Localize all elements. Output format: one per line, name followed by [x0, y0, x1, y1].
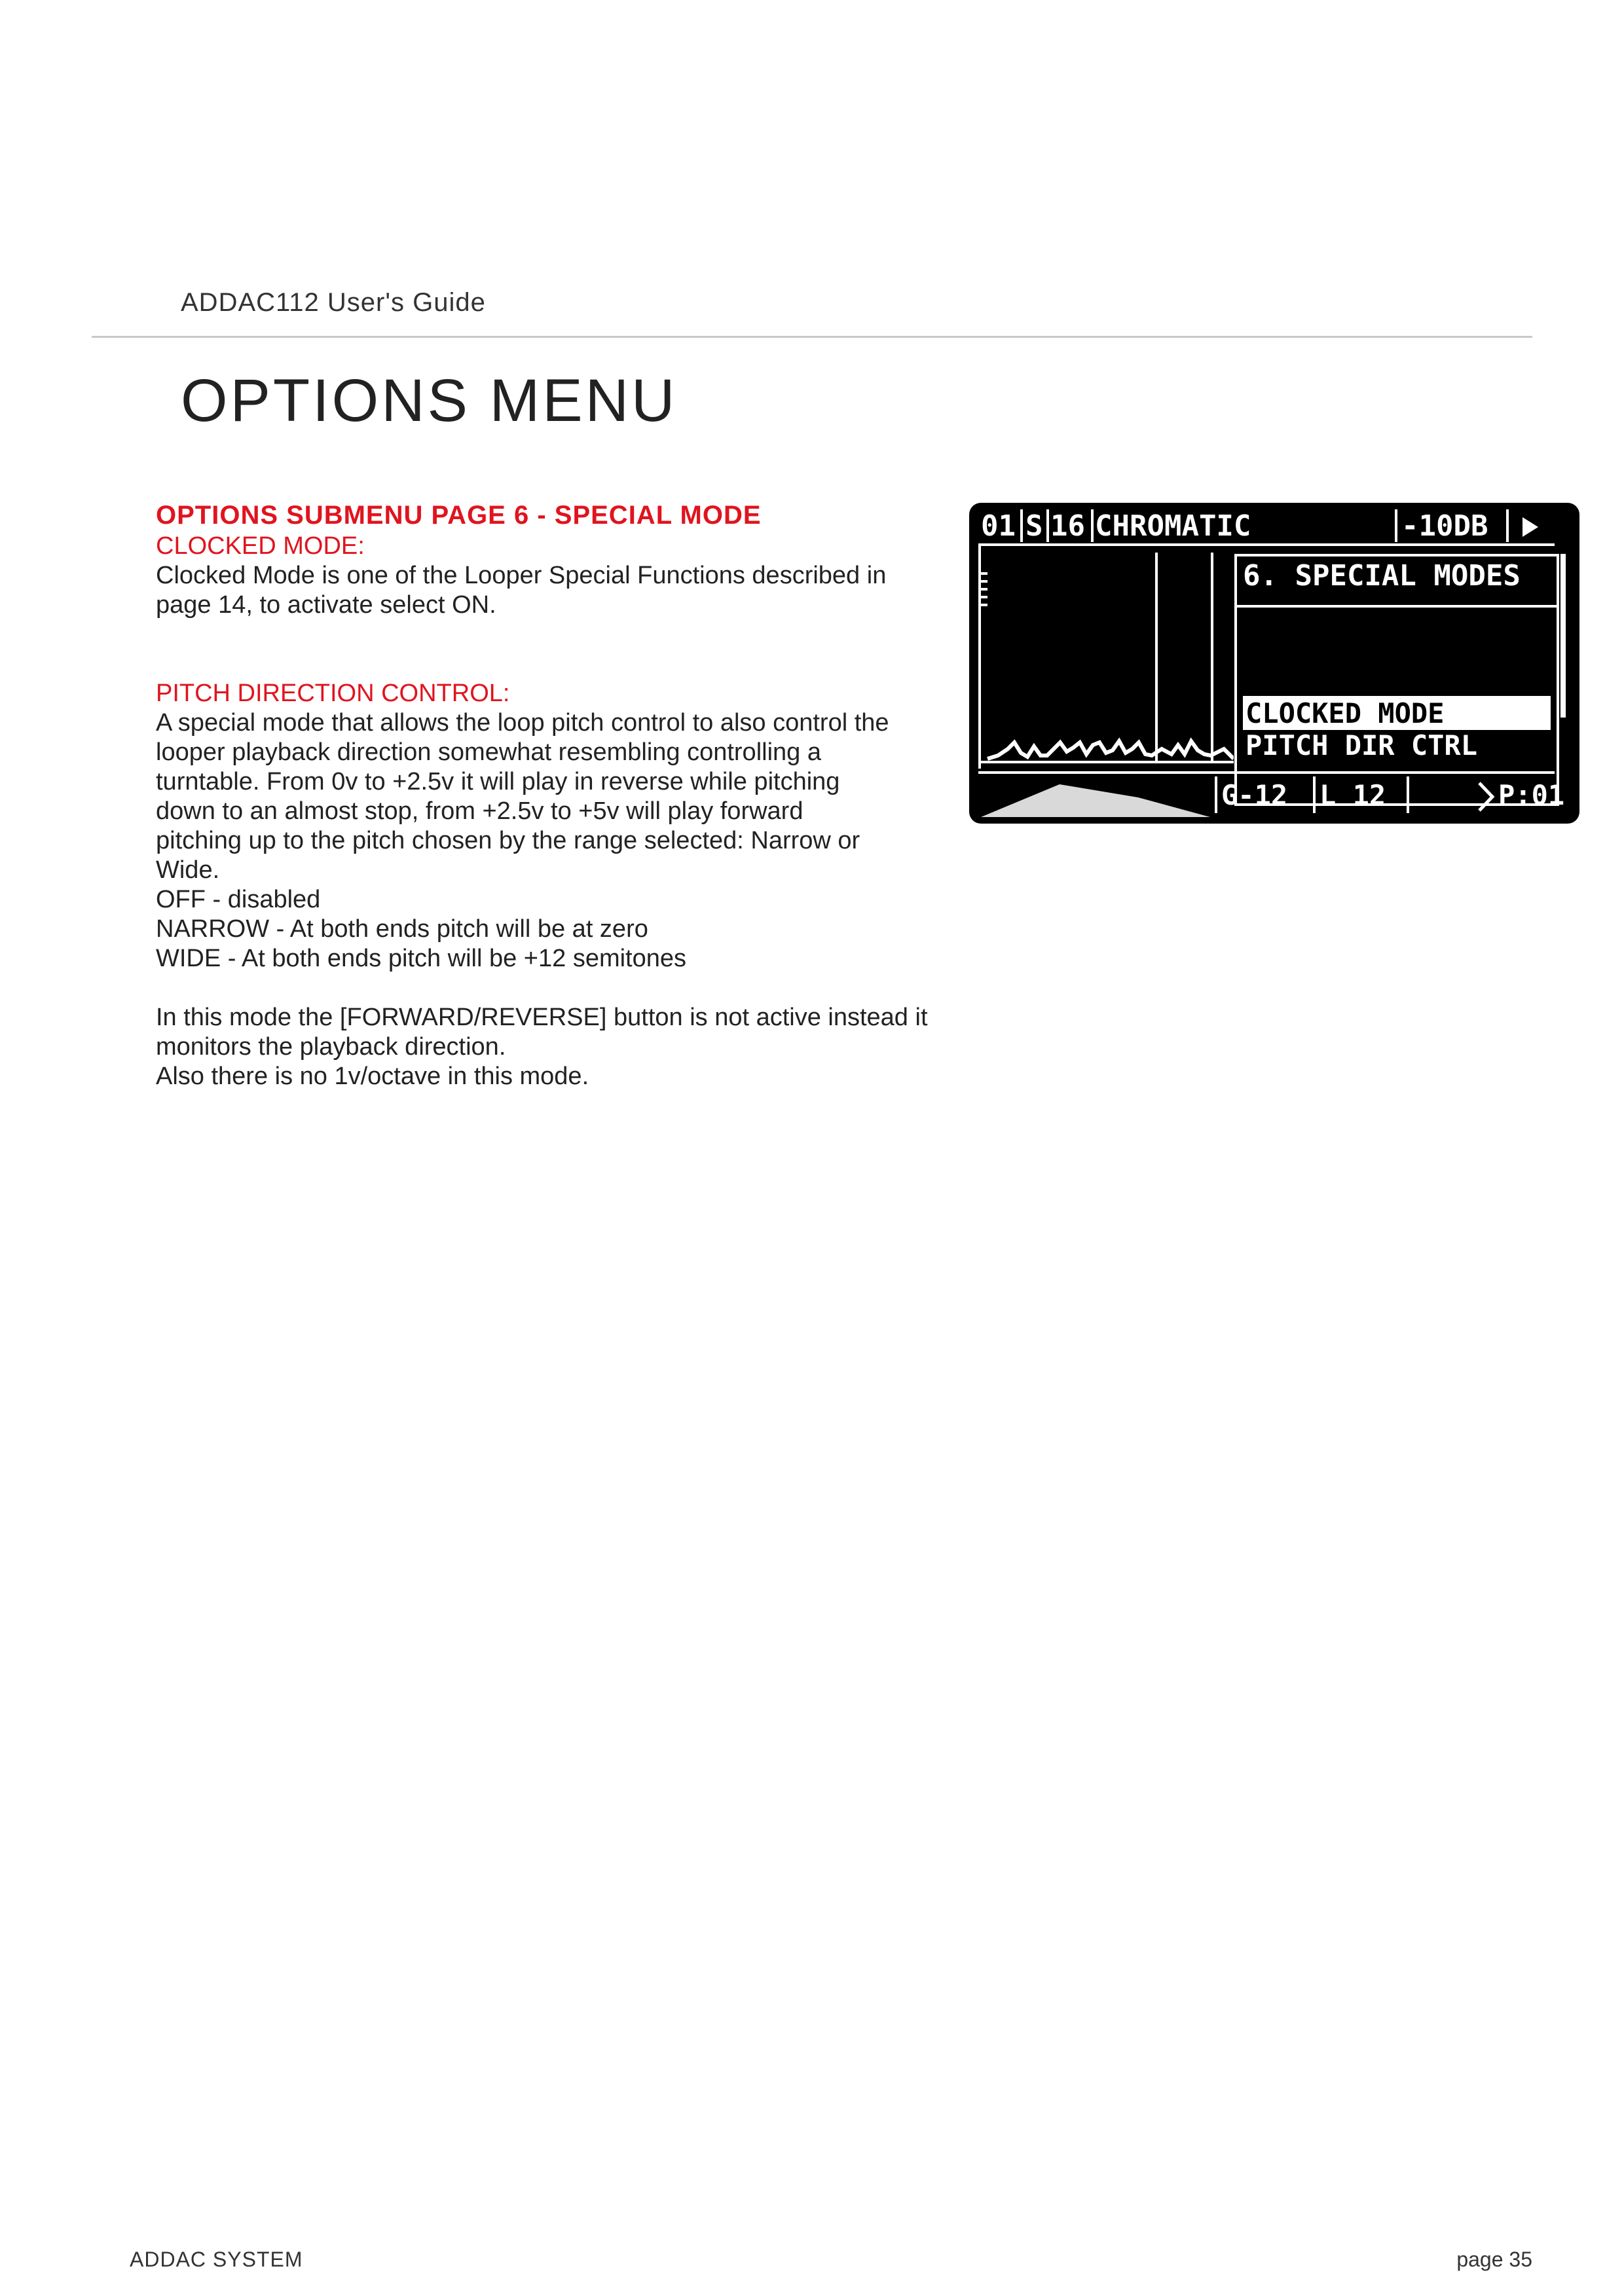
oled-p-value: P:01 [1498, 779, 1565, 811]
menu-title: 6. SPECIAL MODES [1243, 559, 1521, 592]
volume-ramp-icon [981, 778, 1210, 817]
oled-g-value: G-12 [1221, 779, 1288, 811]
pitch-direction-line: A special mode that allows the loop pitch control to also control the [156, 709, 889, 737]
menu-item-clocked-mode[interactable] [1243, 696, 1551, 730]
header-divider [92, 336, 1532, 338]
clocked-mode-line: page 14, to activate select ON. [156, 591, 496, 619]
oled-l-value: L 12 [1320, 779, 1386, 811]
chevron-right-icon [1477, 782, 1496, 812]
waveform-display [978, 546, 1234, 769]
note-line: Also there is no 1v/octave in this mode. [156, 1063, 589, 1090]
section-heading: OPTIONS SUBMENU PAGE 6 - SPECIAL MODE [156, 501, 762, 530]
pitch-direction-line: Wide. [156, 856, 220, 884]
page-number: page 35 [1456, 2248, 1532, 2271]
oled-separator [1215, 776, 1217, 813]
menu-item-pitch-dir-ctrl[interactable]: PITCH DIR CTRL [1246, 729, 1478, 761]
oled-s: S [1025, 509, 1043, 543]
note-line: In this mode the [FORWARD/REVERSE] button is not active instead it [156, 1004, 928, 1031]
oled-steps: 16 [1050, 509, 1085, 543]
note-line: monitors the playback direction. [156, 1033, 506, 1061]
option-off: OFF - disabled [156, 886, 321, 913]
oled-separator [1020, 509, 1023, 542]
option-wide: WIDE - At both ends pitch will be +12 semitones [156, 945, 687, 972]
pitch-direction-line: looper playback direction somewhat resembling controlling a [156, 738, 821, 766]
content-column [156, 499, 942, 1091]
oled-separator [1407, 776, 1409, 813]
oled-separator [1091, 509, 1094, 542]
pitch-direction-line: pitching up to the pitch chosen by the range selected: Narrow or [156, 827, 860, 854]
oled-scale: CHROMATIC [1095, 509, 1251, 543]
oled-separator [1395, 509, 1397, 542]
oled-separator [1313, 776, 1316, 813]
menu-item-label: CLOCKED MODE [1246, 697, 1445, 729]
oled-separator [1506, 509, 1509, 542]
play-icon [1521, 517, 1540, 537]
scrollbar[interactable] [1560, 554, 1566, 718]
guide-title: ADDAC112 User's Guide [181, 288, 486, 317]
pitch-direction-line: turntable. From 0v to +2.5v it will play in reverse while pitching [156, 768, 840, 795]
option-narrow: NARROW - At both ends pitch will be at zero [156, 915, 648, 943]
pitch-direction-subheading: PITCH DIRECTION CONTROL: [156, 680, 510, 707]
clocked-mode-subheading: CLOCKED MODE: [156, 532, 365, 560]
footer-brand: ADDAC SYSTEM [130, 2248, 303, 2271]
page-title: OPTIONS MENU [181, 367, 678, 434]
oled-separator [1046, 509, 1049, 542]
pitch-direction-line: down to an almost stop, from +2.5v to +5v will play forward [156, 797, 803, 825]
oled-bottom-rule [978, 771, 1555, 774]
oled-track: 01 [981, 509, 1016, 543]
clocked-mode-line: Clocked Mode is one of the Looper Special Functions described in [156, 562, 887, 589]
oled-display [969, 503, 1579, 824]
oled-level: -10DB [1401, 509, 1488, 543]
